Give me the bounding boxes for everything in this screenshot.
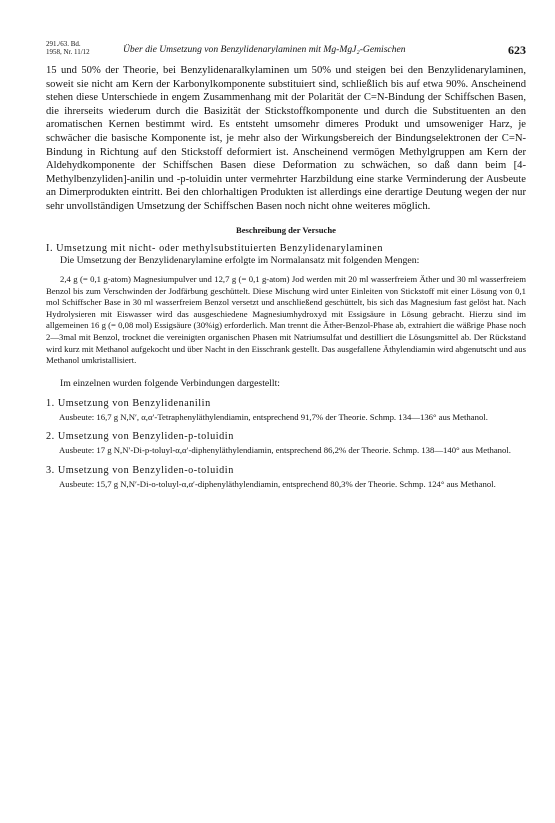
page-header	[46, 38, 526, 64]
item-heading: 1. Umsetzung von Benzylidenanilin	[46, 397, 211, 409]
subsection-heading: I. Umsetzung mit nicht- oder methylsubstituierten Benzylidenarylaminen	[46, 242, 383, 254]
section-title: Beschreibung der Versuche	[236, 224, 336, 235]
running-title: Über die Umsetzung von Benzylidenarylaminen mit Mg-MgJ₂-Gemischen	[123, 44, 406, 55]
procedure-paragraph: 2,4 g (= 0,1 g-atom) Magnesiumpulver und 12,7 g (= 0,1 g-atom) Jod werden mit 20 ml wasserfreiem Äther und 30 ml wasserfreiem Benzol bis zum Verschwinden der Jodfärbung geschüttelt. Diese Mischung wird unter Einleiten von Stickstoff mit einer Lösung von 0,1 mol Schiffscher Base in 30 ml wasserfreiem Benzol versetzt und anschließend geschüttelt, bis sich das Magnesium fast gelöst hat. Nach Hydrolysieren mit Eiswasser wird das ausgeschiedene Magnesiumhydroxyd mit Essigsäure in Lösung gebracht. Hierzu sind im allgemeinen 16 g (= 0,08 mol) Essigsäure (30%ig) erforderlich. Man trennt die Äther-Benzol-Phase ab, extrahiert die wäßrige Phase noch 2—3mal mit Benzol, trocknet die vereinigten organischen Phasen mit Natriumsulfat und destilliert die Lösungsmittel ab. Der Rückstand wird kurz mit Methanol aufgekocht und über Nacht in den Eisschrank gestellt. Das ausgefallene Äthylendiamin wird abgenutscht und aus Methanol umkristallisiert.	[46, 273, 526, 366]
item-text: Ausbeute: 17 g N,N′-Di-p-toluyl-α,α′-diphenyläthylendiamin, entsprechend 86,2% der Theorie. Schmp. 138—140° aus Methanol.	[59, 445, 511, 456]
subsection-intro: Die Umsetzung der Benzylidenarylamine erfolgte im Normalansatz mit folgenden Mengen:	[60, 254, 420, 266]
item-heading: 3. Umsetzung von Benzyliden-o-toluidin	[46, 464, 234, 476]
compounds-intro: Im einzelnen wurden folgende Verbindungen dargestellt:	[60, 377, 280, 389]
list-item	[46, 430, 526, 456]
intro-paragraph: 15 und 50% der Theorie, bei Benzylidenaralkylaminen um 50% und steigen bei den Benzylidenarylaminen, soweit sie nicht am Kern der Karbonylkomponente substituiert sind, schließlich bis auf etwa 90%. Anscheinend stehen diese Unterschiede in engem Zusammenhang mit der Polarität der C=N-Bindung der Schiffschen Basen, die ihrerseits wiederum durch die Basizität der Stickstoffkomponente und durch die Substituenten an den aromatischen Kernen bestimmt wird. Es entsteht umsomehr dimeres Produkt und umsoweniger Harz, je schwächer die basische Komponente ist, je mehr also der Wirkungsbereich der Bindungselektronen der C=N-Bindung in Richtung auf den Stickstoff deformiert ist. Anscheinend vermögen Methylgruppen am Kern der Aldehydkomponente der Schiffschen Basen diese Deformation zu schwächen, so daß dann beim [4-Methylbenzyliden]-anilin und -p-toluidin unter vermehrter Harzbildung eine starke Verminderung der Ausbeute an Dimerprodukten eintritt. Bei den chlorhaltigen Produkten ist allerdings eine derartige Deutung wegen der nur sehr unvollständigen Umsetzung der Schiffschen Basen noch nicht ohne weiteres möglich.	[46, 65, 526, 212]
item-heading: 2. Umsetzung von Benzyliden-p-toluidin	[46, 431, 234, 443]
journal-issue: 1958, Nr. 11/12	[46, 48, 90, 56]
journal-page	[46, 38, 526, 490]
list-item	[46, 397, 526, 423]
journal-reference	[46, 40, 90, 56]
page-number: 623	[508, 43, 526, 57]
item-text: Ausbeute: 15,7 g N,N′-Di-o-toluyl-α,α′-diphenyläthylendiamin, entsprechend 80,3% der Theorie. Schmp. 124° aus Methanol.	[59, 478, 496, 489]
item-text: Ausbeute: 16,7 g N,N′, α,α′-Tetraphenyläthylendiamin, entsprechend 91,7% der Theorie. Schmp. 134—136° aus Methanol.	[59, 411, 488, 422]
journal-volume: 291./63. Bd.	[46, 40, 81, 48]
list-item	[46, 464, 526, 490]
